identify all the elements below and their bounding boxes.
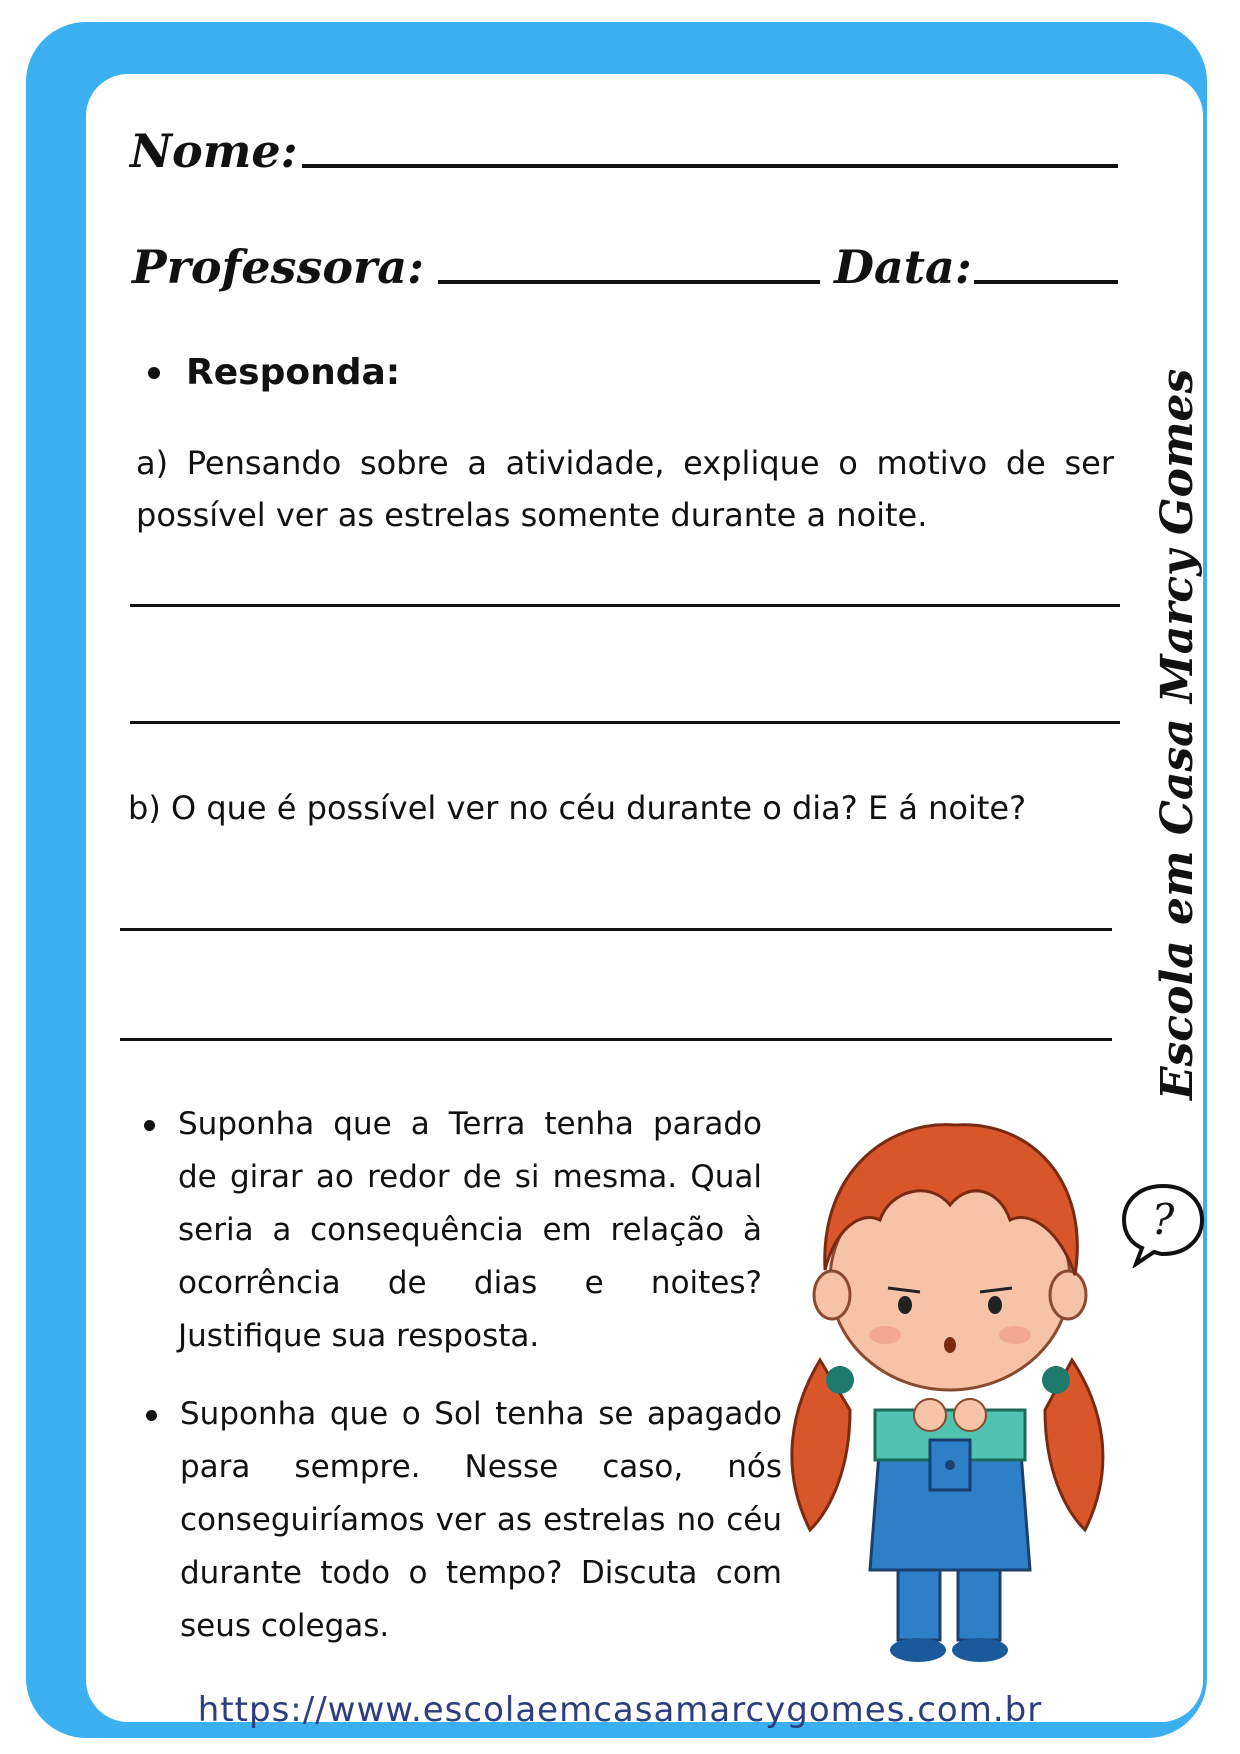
question-mark-icon: ? (1151, 1195, 1175, 1244)
list-item-text: Suponha que o Sol tenha se apagado para sempre. Nesse caso, nós conseguiríamos ver as estrelas no céu durante todo o tempo? Discuta com seus colegas. (180, 1396, 782, 1644)
list-item-text: Suponha que a Terra tenha parado de girar ao redor de si mesma. Qual seria a consequência em relação à ocorrência de dias e noites? Justifique sua resposta. (178, 1106, 762, 1354)
date-label: Data: (834, 240, 972, 294)
footer-url[interactable]: https://www.escolaemcasamarcygomes.com.br (197, 1690, 1043, 1730)
girl-illustration (780, 1110, 1120, 1670)
teacher-blank-line[interactable] (438, 280, 820, 284)
date-blank-line[interactable] (974, 280, 1118, 284)
name-blank-line[interactable] (302, 164, 1118, 168)
list-item (180, 1388, 782, 1653)
question-bubble-icon (1118, 1178, 1208, 1268)
teacher-date-row (132, 240, 1118, 294)
name-label: Nome: (130, 124, 298, 178)
bullet-icon (148, 367, 160, 379)
answer-line[interactable] (130, 721, 1120, 724)
bullet-icon (144, 1120, 155, 1131)
bullet-icon (146, 1410, 157, 1421)
question-a: a) Pensando sobre a atividade, explique o motivo de ser possível ver as estrelas somente durante a noite. (136, 444, 1114, 534)
answer-line[interactable] (120, 928, 1112, 931)
name-field[interactable] (130, 124, 1118, 178)
answer-line[interactable] (130, 604, 1120, 607)
list-item (178, 1098, 762, 1363)
teacher-label: Professora: (132, 240, 425, 294)
answer-line[interactable] (120, 1038, 1112, 1041)
question-b: b) O que é possível ver no céu durante o dia? E á noite? (128, 789, 1027, 827)
instruction-text: Responda: (186, 352, 401, 393)
instruction-heading (148, 352, 400, 393)
credit-text: Escola em Casa Marcy Gomes (1152, 368, 1203, 1100)
